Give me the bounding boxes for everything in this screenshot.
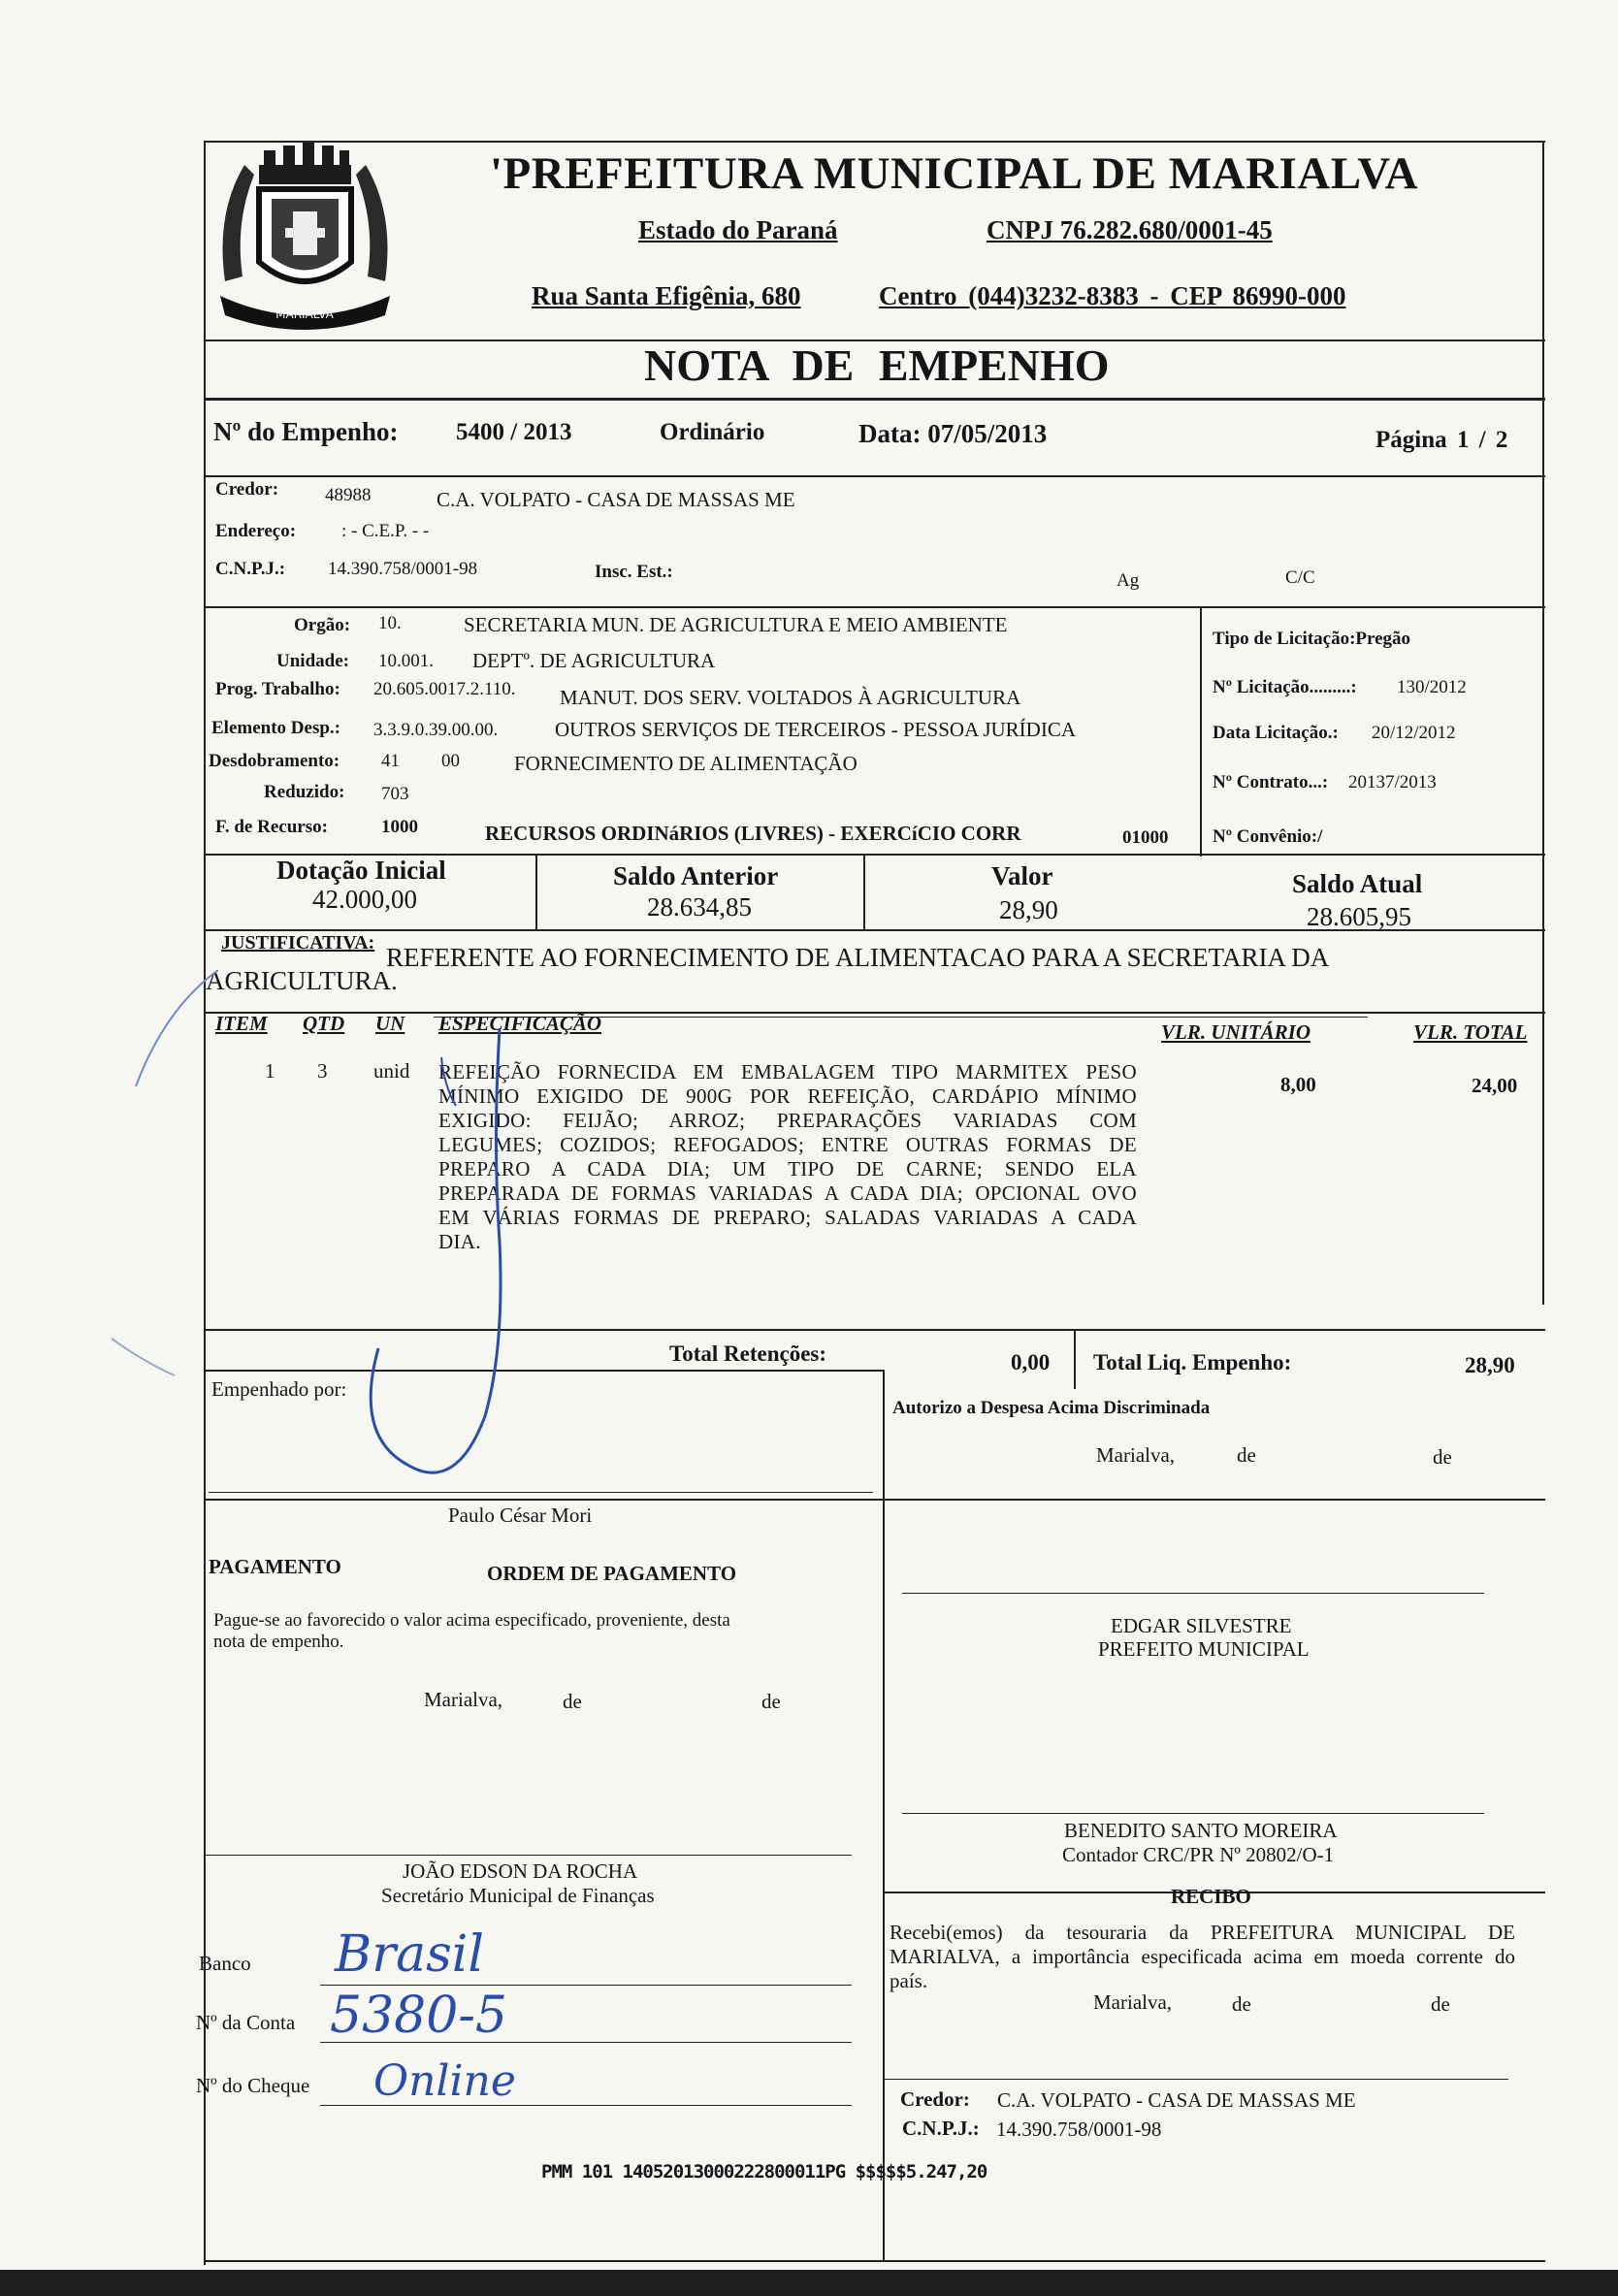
state-label: Estado do Paraná <box>638 215 838 244</box>
contador-cargo: Contador CRC/PR Nº 20802/O-1 <box>1062 1843 1335 1866</box>
autorizo-city: Marialva, <box>1096 1443 1176 1467</box>
prog-trabalho-code: 20.605.0017.2.110. <box>373 679 516 699</box>
handwritten-cheque: Online <box>373 2056 516 2106</box>
endereco-value: : - C.E.P. - - <box>341 521 430 541</box>
saldo-atual-value: 28.605,95 <box>1307 902 1411 931</box>
coat-of-arms-logo <box>206 136 404 335</box>
pague-line1: Pague-se ao favorecido o valor acima especificado, proveniente, desta <box>213 1610 730 1631</box>
col-un: UN <box>375 1012 405 1035</box>
pague-line2: nota de empenho. <box>213 1632 344 1652</box>
col-qtd: QTD <box>303 1012 345 1035</box>
unidade-label: Unidade: <box>276 651 349 671</box>
num-licitacao-label: Nº Licitação.........: <box>1213 677 1357 697</box>
item-desc-line: PREPARADA DE FORMAS VARIADAS A CADA DIA; OPCIONAL OVO <box>438 1181 1137 1205</box>
contrato-label: Nº Contrato...: <box>1213 772 1329 792</box>
orgao-code: 10. <box>378 613 402 633</box>
recibo-line3: país. <box>890 1969 928 1992</box>
pagamento-city: Marialva, <box>424 1688 503 1711</box>
org-title: 'PREFEITURA MUNICIPAL DE MARIALVA <box>490 148 1419 199</box>
secretario-cargo: Secretário Municipal de Finanças <box>381 1884 655 1907</box>
valor-label: Valor <box>991 861 1053 890</box>
pen-stroke-mark <box>107 970 223 1377</box>
liquido-value: 28,90 <box>1465 1353 1515 1377</box>
recibo-cnpj: 14.390.758/0001-98 <box>996 2118 1162 2141</box>
reduzido-label: Reduzido: <box>264 782 345 802</box>
conta-label: Nº da Conta <box>196 2011 296 2034</box>
pen-signature-mark <box>320 1028 543 1513</box>
fonte-recurso-num: 01000 <box>1122 827 1169 848</box>
recibo-label: RECIBO <box>1171 1885 1251 1908</box>
elemento-label: Elemento Desp.: <box>211 718 340 738</box>
num-licitacao: 130/2012 <box>1397 677 1467 697</box>
reduzido-value: 703 <box>381 784 409 804</box>
prog-trabalho-name: MANUT. DOS SERV. VOLTADOS À AGRICULTURA <box>560 686 1021 709</box>
svg-text:MARIALVA: MARIALVA <box>275 307 334 321</box>
empenhado-nome: Paulo César Mori <box>448 1504 593 1527</box>
prog-trabalho-label: Prog. Trabalho: <box>215 679 340 699</box>
desdobramento-label: Desdobramento: <box>209 751 340 771</box>
credor-cnpj: 14.390.758/0001-98 <box>328 559 478 579</box>
pagamento-de2: de <box>761 1690 781 1713</box>
empenho-number-label: Nº do Empenho: <box>213 417 399 446</box>
item-number: 1 <box>265 1059 275 1083</box>
item-desc-line: DIA. <box>438 1230 481 1253</box>
credor-code: 48988 <box>325 485 372 505</box>
empenhado-label: Empenhado por: <box>211 1377 347 1401</box>
recibo-cnpj-label: C.N.P.J.: <box>902 2117 980 2140</box>
tipo-licitacao: Tipo de Licitação:Pregão <box>1213 629 1411 649</box>
recibo-city: Marialva, <box>1093 1990 1173 2014</box>
empenho-number: 5400 / 2013 <box>456 419 572 445</box>
endereco-label: Endereço: <box>215 521 297 541</box>
elemento-code: 3.3.9.0.39.00.00. <box>373 720 499 740</box>
unidade-code: 10.001. <box>378 651 434 671</box>
fonte-recurso-label: F. de Recurso: <box>215 817 328 837</box>
item-valor-total: 24,00 <box>1472 1074 1518 1097</box>
document-title: NOTA DE EMPENHO <box>644 340 1110 390</box>
elemento-name: OUTROS SERVIÇOS DE TERCEIROS - PESSOA JURÍDICA <box>555 718 1077 741</box>
scan-edge <box>0 2270 1618 2296</box>
cheque-label: Nº do Cheque <box>196 2074 310 2097</box>
valor-value: 28,90 <box>999 895 1058 924</box>
banco-label: Banco <box>199 1952 251 1975</box>
orgao-name: SECRETARIA MUN. DE AGRICULTURA E MEIO AMBIENTE <box>464 613 1008 636</box>
empenho-date: Data: 07/05/2013 <box>858 419 1048 448</box>
item-qtd: 3 <box>317 1059 328 1083</box>
retencoes-value: 0,00 <box>1011 1350 1051 1374</box>
secretario-nome: JOÃO EDSON DA ROCHA <box>403 1859 638 1883</box>
data-licitacao: 20/12/2012 <box>1372 723 1456 743</box>
agencia-label: Ag <box>1116 570 1140 591</box>
saldo-anterior-label: Saldo Anterior <box>613 861 779 890</box>
contrato-number: 20137/2013 <box>1348 772 1437 792</box>
col-item: ITEM <box>215 1012 268 1035</box>
org-address: Rua Santa Efigênia, 680 <box>532 281 801 310</box>
recibo-credor-label: Credor: <box>900 2087 970 2111</box>
justificativa-label: JUSTIFICATIVA: <box>221 932 375 954</box>
desdobramento-b: 00 <box>441 751 460 771</box>
dotacao-value: 42.000,00 <box>312 885 417 914</box>
desdobramento-name: FORNECIMENTO DE ALIMENTAÇÃO <box>514 752 858 775</box>
recibo-credor-nome: C.A. VOLPATO - CASA DE MASSAS ME <box>997 2088 1356 2112</box>
recibo-de1: de <box>1232 1992 1251 2016</box>
insc-est-label: Insc. Est.: <box>595 562 673 582</box>
autorizo-de1: de <box>1237 1443 1256 1467</box>
data-licitacao-label: Data Licitação.: <box>1213 723 1339 743</box>
handwritten-conta: 5380-5 <box>330 1987 507 2045</box>
pagamento-de1: de <box>563 1690 582 1713</box>
contador-nome: BENEDITO SANTO MOREIRA <box>1064 1819 1338 1842</box>
item-un: unid <box>373 1059 410 1083</box>
item-desc-line: LEGUMES; COZIDOS; REFOGADOS; ENTRE OUTRAS FORMAS DE <box>438 1133 1137 1156</box>
cnpj-label: C.N.P.J.: <box>215 559 286 579</box>
recibo-line1: Recebi(emos) da tesouraria da PREFEITURA MUNICIPAL DE <box>890 1921 1515 1944</box>
recibo-line2: MARIALVA, a importância especificada acima em moeda corrente do <box>890 1945 1515 1968</box>
justificativa-line1: REFERENTE AO FORNECIMENTO DE ALIMENTACAO PARA A SECRETARIA DA <box>386 943 1330 972</box>
page-number: Página 1 / 2 <box>1375 427 1508 453</box>
col-valor-unitario: VLR. UNITÁRIO <box>1161 1020 1311 1044</box>
col-especificacao: ESPECIFICAÇÃO <box>438 1012 602 1035</box>
org-contact: Centro (044)3232-8383 - CEP 86990-000 <box>879 281 1346 310</box>
prefeito-cargo: PREFEITO MUNICIPAL <box>1098 1637 1310 1661</box>
unidade-name: DEPTº. DE AGRICULTURA <box>472 649 716 672</box>
orgao-label: Orgão: <box>294 615 351 635</box>
autorizo-label: Autorizo a Despesa Acima Discriminada <box>892 1398 1211 1418</box>
fonte-recurso-name: RECURSOS ORDINáRIOS (LIVRES) - EXERCíCIO CORR <box>485 822 1021 845</box>
dotacao-label: Dotação Inicial <box>276 856 446 885</box>
credor-label: Credor: <box>215 479 279 500</box>
payment-stamp: PMM 101 14052013000222800011PG $$$$$5.247,20 <box>541 2161 987 2183</box>
item-desc-line: REFEIÇÃO FORNECIDA EM EMBALAGEM TIPO MARMITEX PESO <box>438 1060 1137 1083</box>
col-valor-total: VLR. TOTAL <box>1413 1020 1528 1044</box>
autorizo-de2: de <box>1433 1445 1452 1469</box>
org-cnpj: CNPJ 76.282.680/0001-45 <box>987 215 1273 244</box>
item-desc-line: PREPARO A CADA DIA; UM TIPO DE CARNE; SENDO ELA <box>438 1157 1137 1180</box>
handwritten-banco: Brasil <box>335 1925 485 1984</box>
liquido-label: Total Liq. Empenho: <box>1093 1350 1292 1374</box>
prefeito-nome: EDGAR SILVESTRE <box>1111 1614 1292 1637</box>
convenio-label: Nº Convênio:/ <box>1213 826 1323 847</box>
justificativa-line2: AGRICULTURA. <box>206 966 398 995</box>
item-desc-line: MÍNIMO EXIGIDO DE 900G POR REFEIÇÃO, CARDÁPIO MÍNIMO <box>438 1084 1137 1108</box>
pagamento-label: PAGAMENTO <box>209 1555 341 1578</box>
item-valor-unitario: 8,00 <box>1280 1073 1316 1096</box>
conta-corrente-label: C/C <box>1285 567 1315 588</box>
retencoes-label: Total Retenções: <box>669 1342 827 1366</box>
ordem-pagamento-label: ORDEM DE PAGAMENTO <box>487 1562 737 1585</box>
empenho-type: Ordinário <box>660 419 765 445</box>
desdobramento-a: 41 <box>381 751 400 771</box>
saldo-anterior-value: 28.634,85 <box>647 892 752 922</box>
item-description <box>438 1060 1137 1254</box>
fonte-recurso-code: 1000 <box>381 817 418 837</box>
saldo-atual-label: Saldo Atual <box>1292 869 1423 898</box>
item-desc-line: EM VÁRIAS FORMAS DE PREPARO; SALADAS VARIADAS A CADA <box>438 1206 1137 1229</box>
item-desc-line: EXIGIDO: FEIJÃO; ARROZ; PREPARAÇÕES VARIADAS COM <box>438 1109 1137 1132</box>
recibo-de2: de <box>1431 1992 1450 2016</box>
credor-name: C.A. VOLPATO - CASA DE MASSAS ME <box>437 488 795 511</box>
